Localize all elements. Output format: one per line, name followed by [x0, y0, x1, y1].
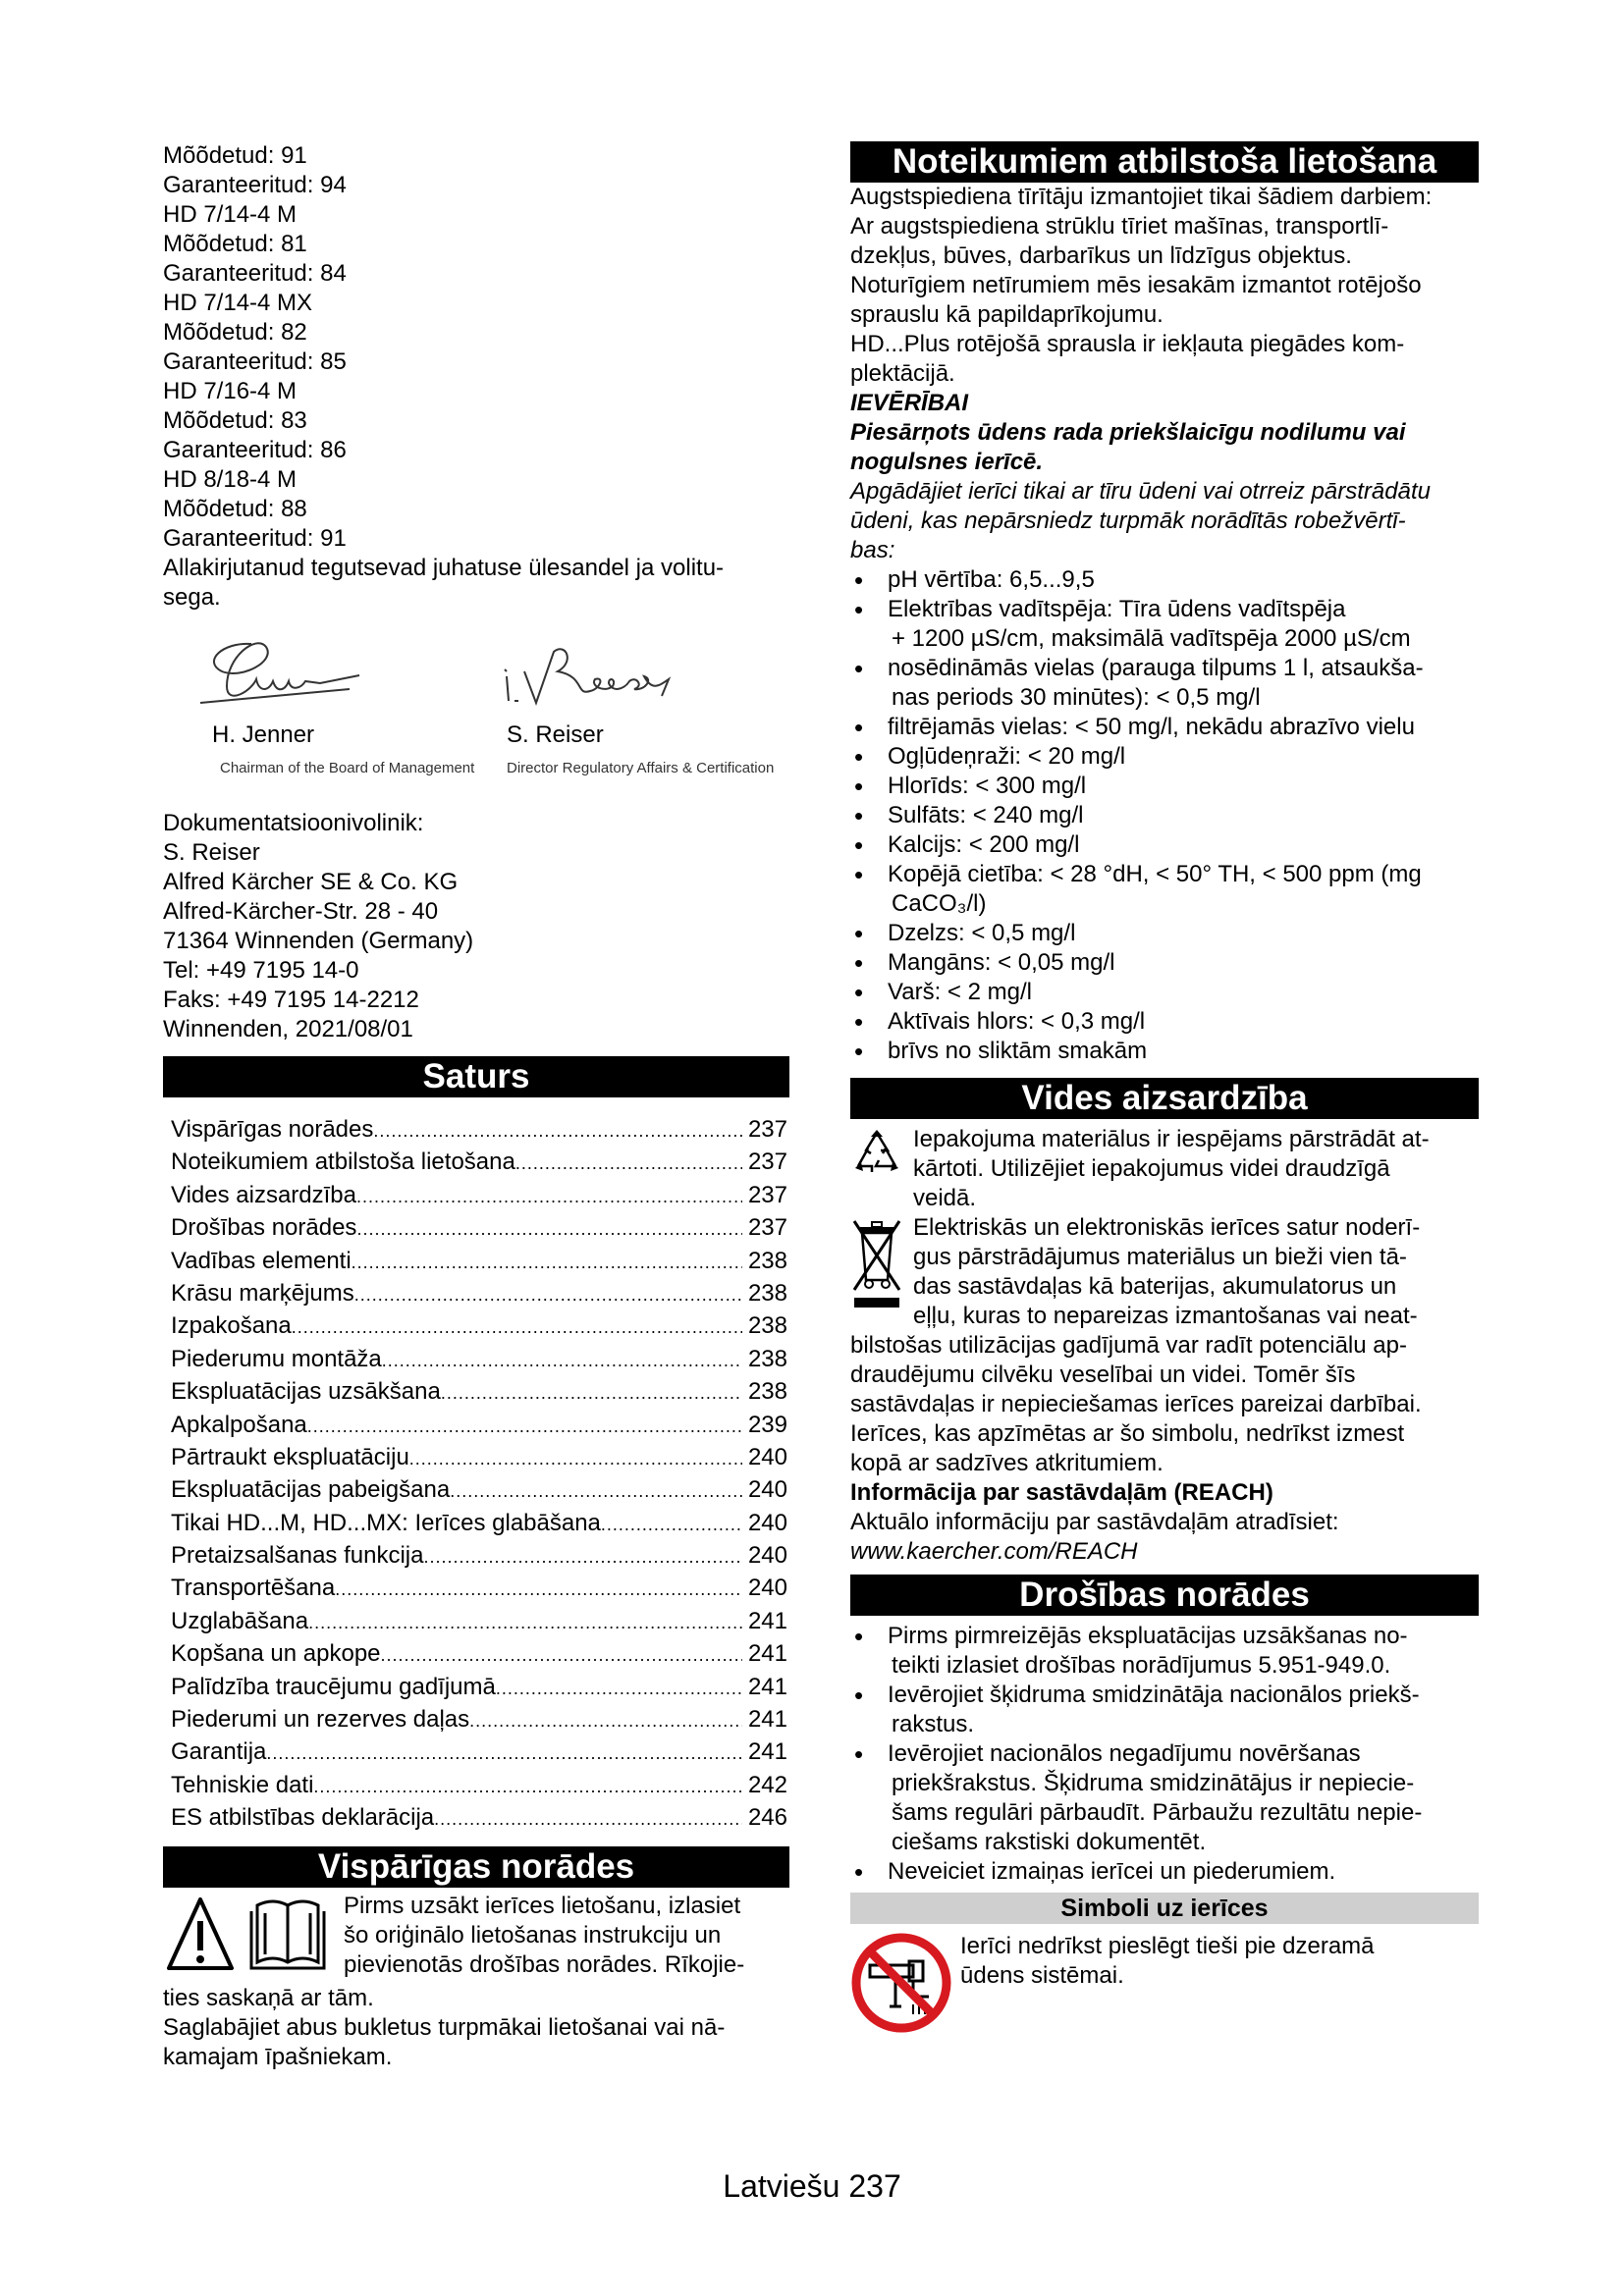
general-text: ties saskaņā ar tām.	[163, 1984, 374, 2011]
body-line: sastāvdaļas ir nepieciešamas ierīces pareizai darbībai.	[850, 1391, 1422, 1417]
list-item-text: šams regulāri pārbaudīt. Pārbaužu rezultātu nepie-	[892, 1799, 1423, 1826]
list-item-text: • Hlorīds: < 300 mg/l	[888, 773, 1087, 799]
intro-line: Mõõdetud: 88	[163, 496, 307, 522]
intro-line: HD 7/14-4 M	[163, 201, 298, 228]
list-item	[850, 860, 1479, 919]
body-line: Ar augstspiediena strūklu tīriet mašīnas, transportlī-	[850, 213, 1389, 240]
toc-label: Izpakošana	[171, 1312, 292, 1340]
left-column	[163, 141, 789, 2072]
list-item	[850, 1681, 1479, 1739]
toc-row[interactable]	[163, 1735, 789, 1768]
toc-label: Ekspluatācijas pabeigšana	[171, 1476, 451, 1504]
toc-label: Pretaizsalšanas funkcija	[171, 1542, 424, 1570]
symbols-heading: Simboli uz ierīces	[850, 1893, 1479, 1924]
list-item	[850, 1857, 1479, 1887]
toc-row[interactable]	[163, 1179, 789, 1211]
address-line: Winnenden, 2021/08/01	[163, 1016, 413, 1042]
toc-row[interactable]	[163, 1375, 789, 1408]
toc-label: Noteikumiem atbilstoša lietošana	[171, 1148, 515, 1176]
toc-page: 240	[747, 1476, 787, 1504]
address-line: 71364 Winnenden (Germany)	[163, 928, 474, 954]
toc-label: Vides aizsardzība	[171, 1181, 356, 1208]
address-line: Tel: +49 7195 14-0	[163, 957, 359, 984]
general-notes-icons	[167, 1894, 334, 1984]
address-line: Alfred-Kärcher-Str. 28 - 40	[163, 898, 439, 925]
list-item-text: rakstus.	[892, 1711, 975, 1737]
safety-list	[850, 1622, 1479, 1887]
toc-page: 241	[747, 1673, 787, 1700]
general-text: Pirms uzsākt ierīces lietošanu, izlasiet	[344, 1892, 741, 1919]
toc-page: 240	[747, 1443, 787, 1470]
body-line: Elektriskās un elektroniskās ierīces satur noderī-	[913, 1214, 1421, 1241]
water-limits-list	[850, 565, 1479, 1066]
notice-italic-line: Apgādājiet ierīci tikai ar tīru ūdeni vai otrreiz pārstrādātu	[850, 478, 1431, 505]
reach-title: Informācija par sastāvdaļām (REACH)	[850, 1479, 1273, 1506]
toc-leader	[450, 1475, 742, 1508]
intro-line: Garanteeritud: 94	[163, 172, 347, 198]
list-item-text: • Neveiciet izmaiņas ierīcei un piederumiem.	[888, 1858, 1336, 1885]
address-line: Faks: +49 7195 14-2212	[163, 987, 419, 1013]
toc-leader	[382, 1345, 742, 1377]
toc-row[interactable]	[163, 1146, 789, 1178]
list-item-text: • Pirms pirmreizējās ekspluatācijas uzsākšanas no-	[888, 1623, 1408, 1649]
safety-heading: Drošības norādes	[850, 1575, 1479, 1616]
list-item	[850, 1037, 1479, 1066]
intro-line: Garanteeritud: 84	[163, 260, 347, 287]
list-item	[850, 713, 1479, 742]
environment-heading: Vides aizsardzība	[850, 1078, 1479, 1119]
toc-row[interactable]	[163, 1441, 789, 1473]
list-item	[850, 948, 1479, 978]
toc-row[interactable]	[163, 1113, 789, 1146]
intro-line: Mõõdetud: 83	[163, 407, 307, 434]
list-item-text: • Mangāns: < 0,05 mg/l	[888, 949, 1115, 976]
signer-title: Chairman of the Board of Management	[220, 760, 475, 776]
reach-text: Aktuālo informāciju par sastāvdaļām atradīsiet:	[850, 1509, 1339, 1535]
toc-page: 241	[747, 1607, 787, 1634]
notice-block	[850, 389, 1479, 565]
toc-label: Drošības norādes	[171, 1214, 357, 1242]
list-item	[850, 1622, 1479, 1681]
page-footer	[0, 2166, 1624, 2206]
notice-bold-line: Piesārņots ūdens rada priekšlaicīgu nodilumu vai	[850, 419, 1406, 446]
warning-and-manual-icon	[167, 1894, 334, 1976]
list-item	[850, 978, 1479, 1007]
body-line: Noturīgiem netīrumiem mēs iesakām izmantot rotējošo	[850, 272, 1422, 298]
toc-leader	[354, 1279, 742, 1311]
list-item-text: • Sulfāts: < 240 mg/l	[888, 802, 1084, 828]
toc-leader	[381, 1639, 742, 1672]
body-line: das sastāvdaļas kā baterijas, akumulatorus un	[913, 1273, 1397, 1300]
signer-name: S. Reiser	[507, 721, 604, 748]
toc-label: Apkalpošana	[171, 1411, 307, 1438]
intro-line: Mõõdetud: 81	[163, 231, 307, 257]
toc-label: Tehniskie dati	[171, 1771, 314, 1798]
body-line: eļļu, kuras to nepareizas izmantošanas vai neat-	[913, 1303, 1418, 1329]
address-line: Alfred Kärcher SE & Co. KG	[163, 869, 459, 895]
list-item-text: + 1200 µS/cm, maksimālā vadītspēja 2000 µS/cm	[892, 625, 1411, 652]
toc-page: 240	[747, 1542, 787, 1570]
handwritten-signature-icon	[497, 632, 723, 721]
toc-page: 241	[747, 1738, 787, 1766]
list-item-text: • filtrējamās vielas: < 50 mg/l, nekādu abrazīvo vielu	[888, 714, 1415, 740]
toc-leader	[266, 1737, 742, 1770]
toc-leader	[373, 1115, 742, 1148]
notice-italic-line: ūdeni, kas nepārsniedz turpmāk norādītās robežvērtī-	[850, 507, 1406, 534]
general-notes	[163, 1892, 789, 2072]
toc-page: 238	[747, 1345, 787, 1372]
toc-row[interactable]	[163, 1245, 789, 1277]
toc-page: 238	[747, 1279, 787, 1307]
toc-page: 240	[747, 1509, 787, 1536]
toc-page: 241	[747, 1640, 787, 1668]
list-item	[850, 595, 1479, 654]
toc-row[interactable]	[163, 1637, 789, 1670]
toc-row[interactable]	[163, 1703, 789, 1735]
toc-row[interactable]	[163, 1572, 789, 1604]
signature-reiser	[497, 632, 782, 776]
toc-page: 239	[747, 1411, 787, 1438]
toc-leader	[515, 1148, 742, 1180]
intro-line: Garanteeritud: 91	[163, 525, 347, 552]
toc-page: 237	[747, 1181, 787, 1208]
list-item-text: • Ievērojiet šķidruma smidzinātāja nacionālos priekš-	[888, 1682, 1420, 1708]
toc-leader	[313, 1771, 742, 1803]
list-item	[850, 565, 1479, 595]
environment-section	[850, 1125, 1479, 1567]
list-item	[850, 654, 1479, 713]
notice-italic-line: bas:	[850, 537, 895, 563]
notice-label: IEVĒRĪBAI	[850, 390, 969, 416]
body-line: Ierīci nedrīkst pieslēgt tieši pie dzeramā	[960, 1933, 1375, 1959]
toc-row[interactable]	[163, 1211, 789, 1244]
toc-row[interactable]	[163, 1473, 789, 1506]
body-line: gus pārstrādājumus materiālus un bieži vien tā-	[913, 1244, 1407, 1270]
notice-bold-line: nogulsnes ierīcē.	[850, 449, 1044, 475]
body-line: Iepakojuma materiālus ir iespējams pārstrādāt at-	[913, 1126, 1430, 1152]
intro-line: Garanteeritud: 85	[163, 348, 347, 375]
intro-line: HD 7/14-4 MX	[163, 290, 313, 316]
signer-title: Director Regulatory Affairs & Certification	[507, 760, 775, 776]
address-line: Dokumentatsioonivolinik:	[163, 810, 424, 836]
list-item-text: • Kalcijs: < 200 mg/l	[888, 831, 1080, 858]
reach-link[interactable]: www.kaercher.com/REACH	[850, 1538, 1138, 1565]
list-item-text: • nosēdināmās vielas (parauga tilpums 1 l, atsaukša-	[888, 655, 1424, 681]
toc-page: 240	[747, 1575, 787, 1602]
intro-line: Garanteeritud: 86	[163, 437, 347, 463]
toc-row[interactable]	[163, 1309, 789, 1342]
toc-leader	[496, 1673, 742, 1705]
toc-page: 242	[747, 1771, 787, 1798]
right-column	[850, 141, 1479, 2042]
toc-label: Ekspluatācijas uzsākšana	[171, 1378, 441, 1406]
list-item	[850, 830, 1479, 860]
toc-leader	[356, 1181, 742, 1213]
handwritten-signature-icon	[183, 632, 408, 721]
crossed-bin-icon	[850, 1215, 903, 1317]
toc-leader	[352, 1247, 742, 1279]
toc-page: 238	[747, 1247, 787, 1274]
general-text: kamajam īpašniekam.	[163, 2043, 393, 2070]
list-item-text: • Kopējā cietība: < 28 °dH, < 50° TH, < 500 ppm (mg	[888, 861, 1422, 887]
toc-page: 246	[747, 1804, 787, 1832]
list-item-text: • Ogļūdeņraži: < 20 mg/l	[888, 743, 1126, 770]
list-item-text: nas periods 30 minūtes): < 0,5 mg/l	[892, 684, 1261, 711]
toc-leader	[469, 1705, 742, 1737]
toc-row[interactable]	[163, 1605, 789, 1637]
general-text: šo oriģinālo lietošanas instrukciju un	[344, 1921, 722, 1949]
recycling-icon	[850, 1127, 903, 1188]
toc-heading: Saturs	[163, 1056, 789, 1097]
body-line: ūdens sistēmai.	[960, 1962, 1124, 1989]
toc-leader	[441, 1377, 742, 1410]
toc-leader	[292, 1311, 742, 1344]
body-line: dzekļus, būves, darbarīkus un līdzīgus objektus.	[850, 242, 1352, 269]
body-line: Ierīces, kas apzīmētas ar šo simbolu, nedrīkst izmest	[850, 1420, 1405, 1447]
list-item-text: priekšrakstus. Šķidruma smidzinātājus ir nepiecie-	[892, 1770, 1415, 1796]
list-item	[850, 801, 1479, 830]
toc-leader	[434, 1803, 742, 1836]
list-item-text: • Varš: < 2 mg/l	[888, 979, 1032, 1005]
list-item-text: • brīvs no sliktām smakām	[888, 1038, 1148, 1064]
signature-jenner	[183, 632, 475, 776]
toc-row[interactable]	[163, 1277, 789, 1309]
toc-page: 237	[747, 1214, 787, 1242]
body-line: kārtoti. Utilizējiet iepakojumus videi draudzīgā	[913, 1155, 1390, 1182]
toc-label: Pārtraukt ekspluatāciju	[171, 1443, 409, 1470]
toc-label: Tikai HD...M, HD...MX: Ierīces glabāšana	[171, 1509, 601, 1536]
list-item	[850, 1739, 1479, 1857]
list-item	[850, 919, 1479, 948]
toc-row[interactable]	[163, 1671, 789, 1703]
list-item	[850, 742, 1479, 772]
list-item-text: • pH vērtība: 6,5...9,5	[888, 566, 1095, 593]
toc-row[interactable]	[163, 1769, 789, 1801]
footer-language: Latviešu	[723, 2168, 840, 2204]
toc-label: Palīdzība traucējumu gadījumā	[171, 1673, 496, 1700]
toc-page: 238	[747, 1378, 787, 1406]
conformity-values	[163, 141, 789, 613]
signed-text: Allakirjutanud tegutsevad juhatuse ülesandel ja volitu-	[163, 555, 725, 581]
intended-use-text	[850, 183, 1479, 389]
toc-label: Kopšana un apkope	[171, 1640, 381, 1668]
list-item	[850, 772, 1479, 801]
toc-label: Garantija	[171, 1738, 267, 1766]
toc-leader	[356, 1213, 742, 1246]
toc-leader	[308, 1607, 742, 1639]
toc-page: 237	[747, 1116, 787, 1143]
packaging-note	[850, 1125, 1479, 1213]
body-line: plektācijā.	[850, 360, 955, 387]
list-item-text: ciešams rakstiski dokumentēt.	[892, 1829, 1207, 1855]
toc-leader	[307, 1411, 742, 1443]
no-drinking-water-connection-icon	[850, 1932, 952, 2042]
list-item-text: CaCO₃/l)	[892, 890, 987, 917]
toc-row[interactable]	[163, 1507, 789, 1539]
intended-use-heading: Noteikumiem atbilstoša lietošana	[850, 141, 1479, 183]
toc-row[interactable]	[163, 1409, 789, 1441]
toc-leader	[423, 1541, 741, 1574]
toc-page: 237	[747, 1148, 787, 1176]
symbols-section	[850, 1932, 1479, 2042]
body-line: kopā ar sadzīves atkritumiem.	[850, 1450, 1164, 1476]
general-text: pievienotās drošības norādes. Rīkojie-	[344, 1950, 745, 1978]
toc-row[interactable]	[163, 1801, 789, 1834]
list-item-text: • Aktīvais hlors: < 0,3 mg/l	[888, 1008, 1146, 1035]
body-line: bilstošas utilizācijas gadījumā var radīt potenciālu ap-	[850, 1332, 1407, 1359]
list-item	[850, 1007, 1479, 1037]
list-item-text: • Dzelzs: < 0,5 mg/l	[888, 920, 1076, 946]
toc-leader	[601, 1509, 742, 1541]
toc-page: 241	[747, 1706, 787, 1734]
weee-note	[850, 1213, 1479, 1478]
general-notes-heading: Vispārīgas norādes	[163, 1846, 789, 1888]
address-line: S. Reiser	[163, 839, 260, 866]
intro-line: Mõõdetud: 82	[163, 319, 307, 346]
body-line: veidā.	[913, 1185, 977, 1211]
table-of-contents	[163, 1113, 789, 1835]
list-item-text: • Elektrības vadītspēja: Tīra ūdens vadītspēja	[888, 596, 1346, 622]
body-line: Augstspiediena tīrītāju izmantojiet tikai šādiem darbiem:	[850, 184, 1433, 210]
general-text: Saglabājiet abus bukletus turpmākai lietošanai vai nā-	[163, 2013, 726, 2041]
toc-label: Transportēšana	[171, 1575, 336, 1602]
intro-line: HD 8/18-4 M	[163, 466, 298, 493]
body-line: HD...Plus rotējošā sprausla ir iekļauta piegādes kom-	[850, 331, 1405, 357]
toc-label: Piederumu montāža	[171, 1345, 382, 1372]
page-number: 237	[848, 2168, 901, 2204]
toc-row[interactable]	[163, 1539, 789, 1572]
list-item-text: teikti izlasiet drošības norādījumus 5.951-949.0.	[892, 1652, 1391, 1679]
toc-page: 238	[747, 1312, 787, 1340]
toc-leader	[409, 1443, 742, 1475]
toc-row[interactable]	[163, 1343, 789, 1375]
toc-label: Vispārīgas norādes	[171, 1116, 374, 1143]
toc-label: Vadības elementi	[171, 1247, 352, 1274]
list-item-text: • Ievērojiet nacionālos negadījumu novēršanas	[888, 1740, 1361, 1767]
intro-line: HD 7/16-4 M	[163, 378, 298, 404]
toc-label: Uzglabāšana	[171, 1607, 309, 1634]
intro-line: Mõõdetud: 91	[163, 142, 307, 169]
toc-leader	[335, 1574, 742, 1606]
toc-label: Krāsu marķējums	[171, 1279, 354, 1307]
toc-label: ES atbilstības deklarācija	[171, 1804, 435, 1832]
body-line: draudējumu cilvēku veselībai un videi. Tomēr šīs	[850, 1362, 1356, 1388]
signer-name: H. Jenner	[212, 721, 315, 748]
address-block	[163, 809, 789, 1044]
signed-text: sega.	[163, 584, 221, 611]
body-line: sprauslu kā papildaprīkojumu.	[850, 301, 1164, 328]
toc-label: Piederumi un rezerves daļas	[171, 1706, 470, 1734]
signatures	[163, 632, 789, 787]
